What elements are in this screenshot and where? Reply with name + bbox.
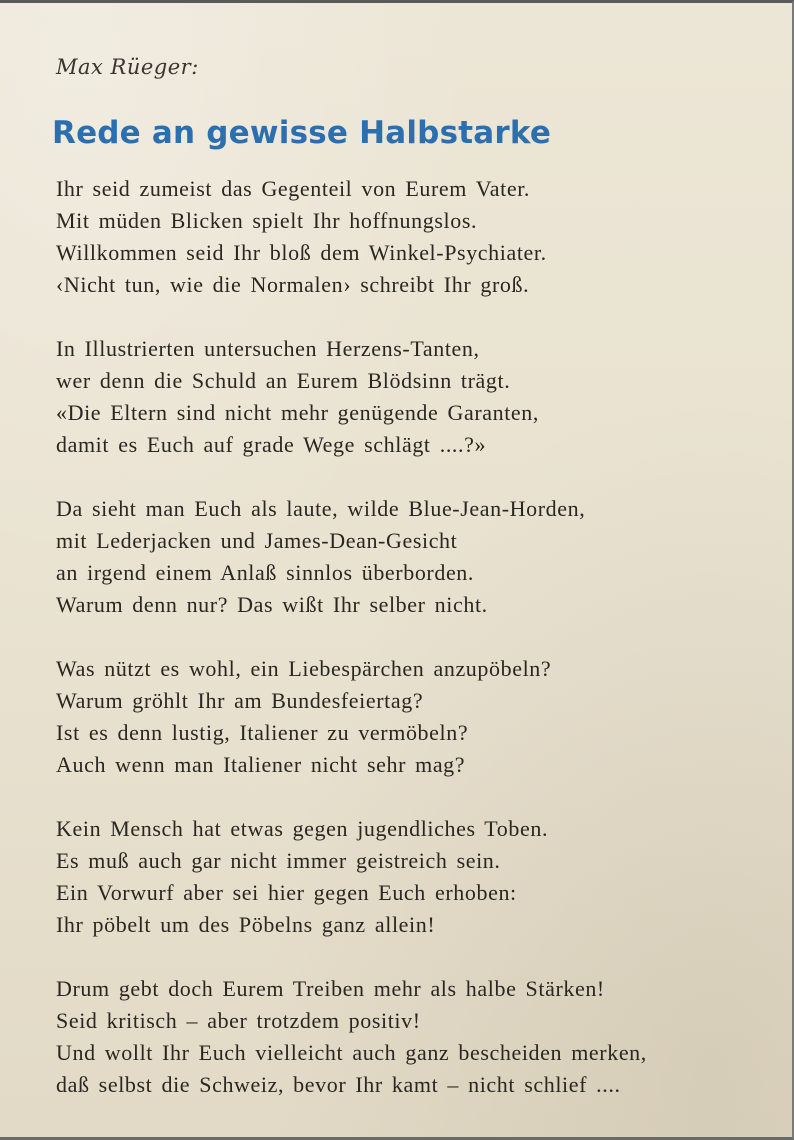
- poem-line: daß selbst die Schweiz, bevor Ihr kamt – nicht schlief ....: [56, 1072, 621, 1097]
- stanza-1: [56, 173, 776, 301]
- poem-line: Kein Mensch hat etwas gegen jugendliches Toben.: [56, 816, 549, 841]
- poem-line: Mit müden Blicken spielt Ihr hoffnungslos.: [56, 208, 478, 233]
- poem-line: Es muß auch gar nicht immer geistreich sein.: [56, 848, 501, 873]
- poem-line: Willkommen seid Ihr bloß dem Winkel-Psychiater.: [56, 240, 547, 265]
- poem-line: damit es Euch auf grade Wege schlägt ....?»: [56, 432, 487, 457]
- stanza-4: [56, 653, 776, 781]
- poem-line: wer denn die Schuld an Eurem Blödsinn trägt.: [56, 368, 511, 393]
- stanza-2: [56, 333, 776, 461]
- author-name: Max Rüeger:: [56, 55, 199, 79]
- poem-line: ‹Nicht tun, wie die Normalen› schreibt Ihr groß.: [56, 272, 530, 297]
- poem-line: «Die Eltern sind nicht mehr genügende Garanten,: [56, 400, 539, 425]
- poem-line: Ihr pöbelt um des Pöbelns ganz allein!: [56, 912, 436, 937]
- poem-line: Und wollt Ihr Euch vielleicht auch ganz bescheiden merken,: [56, 1040, 647, 1065]
- poem-line: Ihr seid zumeist das Gegenteil von Eurem Vater.: [56, 176, 531, 201]
- stanza-3: [56, 493, 776, 621]
- poem-line: Was nützt es wohl, ein Liebespärchen anzupöbeln?: [56, 656, 552, 681]
- poem-line: Seid kritisch – aber trotzdem positiv!: [56, 1008, 421, 1033]
- poem-line: Auch wenn man Italiener nicht sehr mag?: [56, 752, 466, 777]
- stanza-6: [56, 973, 776, 1101]
- poem-line: Drum gebt doch Eurem Treiben mehr als halbe Stärken!: [56, 976, 605, 1001]
- poem-line: Ist es denn lustig, Italiener zu vermöbeln?: [56, 720, 469, 745]
- poem-body: [56, 173, 776, 1133]
- poem-line: In Illustrierten untersuchen Herzens-Tanten,: [56, 336, 480, 361]
- poem-line: an irgend einem Anlaß sinnlos überborden.: [56, 560, 475, 585]
- poem-line: Warum denn nur? Das wißt Ihr selber nicht.: [56, 592, 488, 617]
- poem-line: Warum gröhlt Ihr am Bundesfeiertag?: [56, 688, 424, 713]
- stanza-5: [56, 813, 776, 941]
- poem-title: Rede an gewisse Halbstarke: [52, 115, 552, 151]
- poem-line: mit Lederjacken und James-Dean-Gesicht: [56, 528, 458, 553]
- poem-line: Ein Vorwurf aber sei hier gegen Euch erhoben:: [56, 880, 517, 905]
- poem-line: Da sieht man Euch als laute, wilde Blue-Jean-Horden,: [56, 496, 586, 521]
